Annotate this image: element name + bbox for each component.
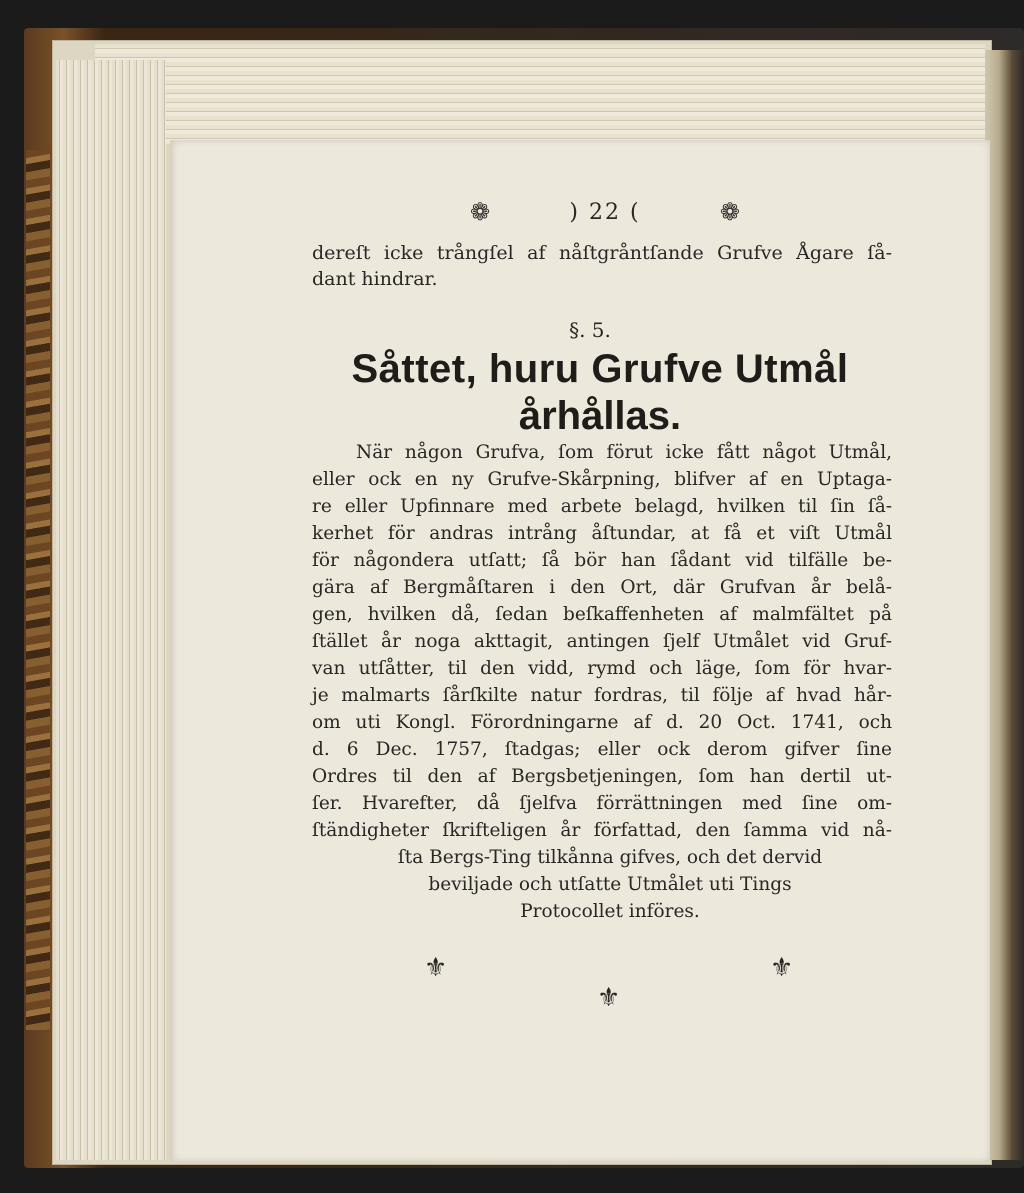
page-number: ) 22 ( [569, 199, 641, 225]
text-line: d. 6 Dec. 1757, ſtadgas; eller ock derom gifver ſine [312, 739, 892, 760]
text-line: för någondera utſatt; ſå bör han ſådant vid tilfälle be- [312, 550, 892, 571]
page-header [470, 192, 740, 232]
section-number: §. 5. [569, 318, 611, 342]
text-line: gen, hvilken då, ſedan beſkaffenheten af malmfältet på [312, 604, 892, 625]
text-line: ſtället år noga akttagit, antingen ſjelf Utmålet vid Gruf- [312, 631, 892, 652]
heading-line: Såttet, huru Grufve Utmål [351, 347, 849, 391]
text-line: ſta Bergs-Ting tilkånna gifves, och det dervid [397, 847, 823, 868]
section-heading [300, 345, 900, 439]
text-line: om uti Kongl. Förordningarne af d. 20 Oct. 1741, och [312, 712, 892, 733]
text-line: beviljade och utſatte Utmålet uti Tings [428, 874, 792, 895]
text-line: Ordres til den af Bergsbetjeningen, ſom han dertil ut- [312, 766, 892, 787]
text-line: När någon Grufva, ſom förut icke fått något Utmål, [356, 442, 892, 463]
text-line: kerhet för andras intrång åſtundar, at få et viſt Utmål [312, 523, 892, 544]
text-line: Protocollet införes. [520, 901, 700, 922]
text-line: dant hindrar. [312, 268, 438, 290]
text-line: ſer. Hvarefter, då ſjelfva förrättningen med ſine om- [312, 793, 892, 814]
fleuron-icon: ⚜ [424, 953, 448, 983]
page-side-edges [56, 60, 166, 1160]
text-line: re eller Upfinnare med arbete belagd, hvilken til ſin ſå- [312, 496, 892, 517]
flower-ornament-icon: ❁ [470, 198, 491, 226]
right-page-edge [985, 50, 1024, 1160]
text-line: ſtändigheter ſkrifteligen år författad, den ſamma vid nå- [312, 820, 892, 841]
text-line: je malmarts ſårſkilte natur fordras, til följe af hvad hår- [312, 685, 892, 706]
text-line: gära af Bergmåſtaren i den Ort, där Grufvan år belå- [312, 577, 892, 598]
marbled-spine [26, 150, 50, 1030]
fleuron-icon: ⚜ [770, 953, 794, 983]
page-top-edges [95, 44, 985, 144]
heading-line: århållas. [518, 394, 682, 438]
flower-ornament-icon: ❁ [719, 198, 740, 226]
text-line: eller ock en ny Grufve-Skårpning, blifver af en Uptaga- [312, 469, 892, 490]
fleuron-icon: ⚜ [597, 983, 621, 1013]
text-line: dereſt icke trångſel af nåſtgråntſande Grufve Ågare ſå- [312, 242, 892, 264]
text-line: van utſåtter, til den vidd, rymd och läge, ſom för hvar- [312, 658, 892, 679]
